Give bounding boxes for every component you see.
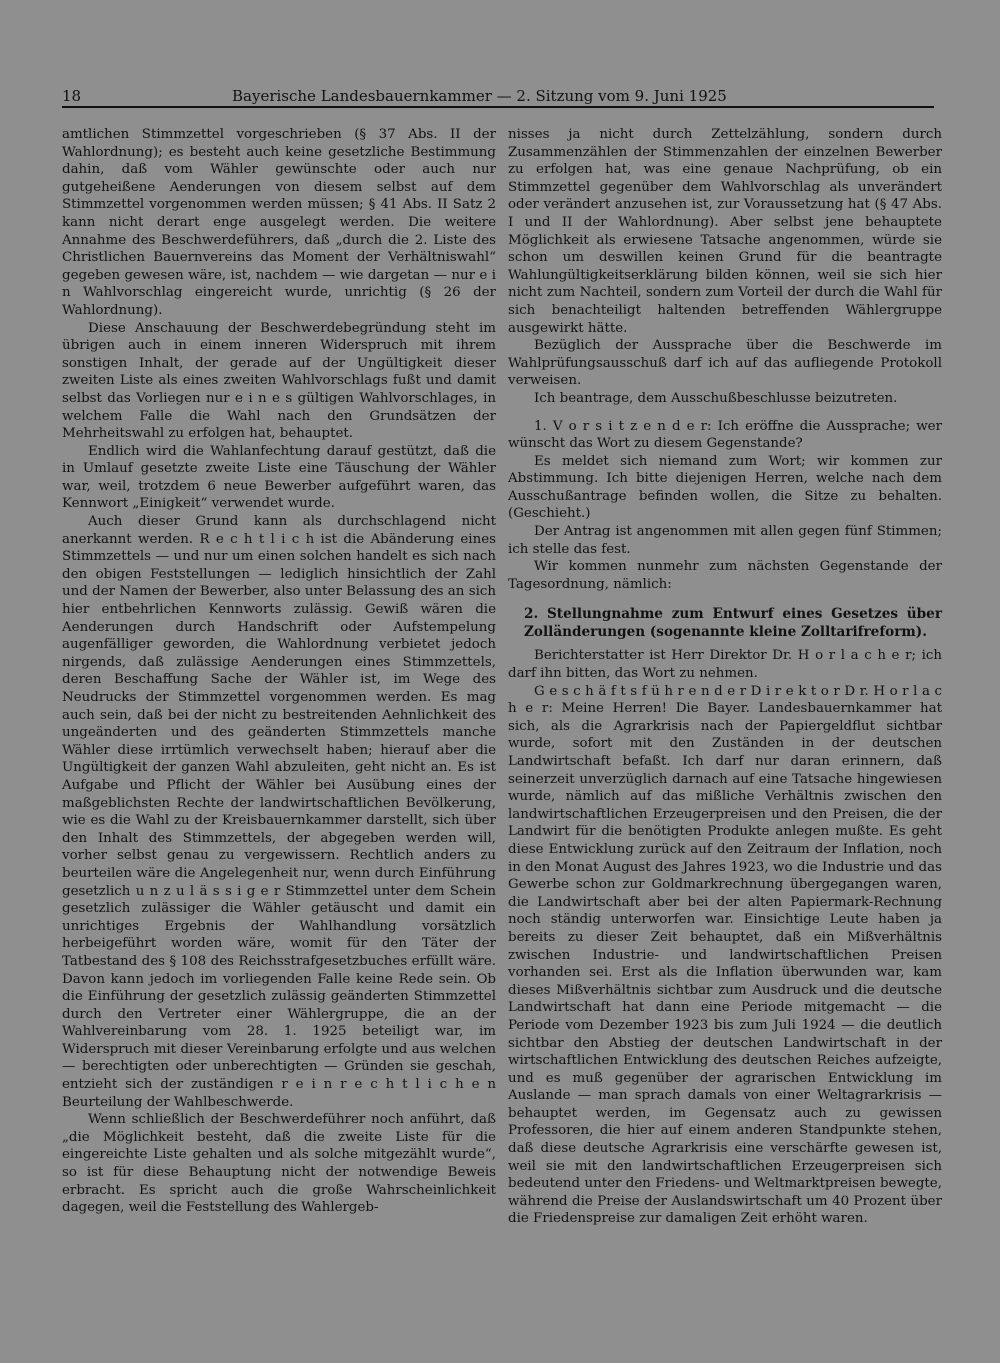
paragraph: amtlichen Stimmzettel vorgeschrieben (§ 37 Abs. II der Wahlordnung); es besteht auch keine gesetzliche Bestimmung dahin, daß vom Wähler gewünschte oder auch nur gutgeheißene Aenderungen von diesem selbst auf dem Stimmzettel vorgenommen werden müssen; § 41 Abs. II Satz 2 kann nicht derart enge ausgelegt werden. Die weitere Annahme des Beschwerdeführers, daß „durch die 2. Liste des Christlichen Bauernvereins das Moment der Verhältniswahl“ gegeben gewesen wäre, ist, nachdem — wie dargetan — nur e i n Wahlvorschlag eingereicht wurde, unrichtig (§ 26 der Wahlordnung).: [62, 127, 496, 318]
paragraph: nisses ja nicht durch Zettelzählung, sondern durch Zusammenzählen der Stimmenzahlen der einzelnen Bewerber zu erfolgen hat, was eine genaue Nachprüfung, ob ein Stimmzettel gegenüber dem Wahlvorschlag als unverändert oder verändert anzusehen ist, zur Voraussetzung hat (§ 47 Abs. I und II der Wahlordnung). Aber selbst jene behauptete Möglichkeit als erwiesene Tatsache angenommen, würde sie schon um deswillen keinen Grund für die beantragte Wahlungültigkeitserklärung bilden können, weil sie sich hier nicht zum Nachteil, sondern zum Vorteil der durch die Wahl für sich benachteiligt haltenden betreffenden Wählergruppe ausgewirkt hätte.: [508, 127, 942, 336]
agenda-item-heading: 2. Stellungnahme zum Entwurf eines Gesetzes über Zolländerungen (sogenannte kleine Zolltarifreform).: [524, 606, 942, 641]
page-number: 18: [62, 87, 82, 105]
speaker-paragraph: G e s c h ä f t s f ü h r e n d e r D i r e k t o r D r. H o r l a c h e r: Meine Herren! Die Bayer. Landesbauernkammer hat sich, als die Agrarkrisis nach der Papiergeldflut sichtbar wurde, sofort mit den Zuständen in der deutschen Landwirtschaft befaßt. Ich darf nur daran erinnern, daß seinerzeit unverzüglich darnach auf eine Tatsache hingewiesen wurde, nämlich auf das mißliche Verhältnis zwischen den landwirtschaftlichen Erzeugerpreisen und den Preisen, die der Landwirt für die benötigten Produkte anlegen mußte. Es geht diese Entwicklung zurück auf den Zeitraum der Inflation, noch in den Monat August des Jahres 1923, wo die Industrie und das Gewerbe schon zur Goldmarkrechnung übergegangen waren, die Landwirtschaft aber bei der alten Papiermark-Rechnung noch ständig unterworfen war. Einsichtige Leute haben ja bereits zu dieser Zeit behauptet, daß ein Mißverhältnis zwischen Industrie- und landwirtschaftlichen Preisen vorhanden sei. Erst als die Inflation überwunden war, kam dieses Mißverhältnis sichtbar zum Ausdruck und die deutsche Landwirtschaft hat dann eine Periode mitgemacht — die Periode vom Dezember 1923 bis zum Juli 1924 — die deutlich sichtbar den Abstieg der deutschen Landwirtschaft in der wirtschaftlichen Entwicklung des deutschen Reiches aufzeigte, und es muß gegenüber der agrarischen Entwicklung im Auslande — man sprach damals von einer Weltagrarkrisis — behauptet werden, im Gegensatz auch zu gewissen Professoren, die hier auf einem anderen Standpunkte stehen, daß diese deutsche Agrarkrisis eine verschärfte gewesen ist, weil sie mit den landwirtschaftlichen Erzeugerpreisen sich bedeutend unter den Friedens- und Weltmarktpreisen bewegte, während die Preise der Auslandswirtschaft um 40 Prozent über die Friedenspreise zur damaligen Zeit erhöht waren.: [508, 683, 942, 1227]
paragraph: Berichterstatter ist Herr Direktor Dr. H o r l a c h e r; ich darf ihn bitten, das Wort zu nehmen.: [508, 648, 942, 682]
paragraph: Ich beantrage, dem Ausschußbeschlusse beizutreten.: [534, 390, 898, 406]
paragraph: Endlich wird die Wahlanfechtung darauf gestützt, daß die in Umlauf gesetzte zweite Liste eine Täuschung der Wähler war, weil, trotzdem 6 neue Bewerber aufgeführt waren, das Kennwort „Einigkeit“ verwendet wurde.: [62, 443, 496, 512]
paragraph: Bezüglich der Aussprache über die Beschwerde im Wahlprüfungsausschuß darf ich auf das aufliegende Protokoll verweisen.: [508, 338, 942, 389]
right-column: [508, 126, 942, 1228]
running-title: Bayerische Landesbauernkammer — 2. Sitzung vom 9. Juni 1925: [232, 87, 727, 105]
page-header: [62, 86, 934, 108]
paragraph: Der Antrag ist angenommen mit allen gegen fünf Stimmen; ich stelle das fest.: [508, 524, 942, 557]
paragraph: Wir kommen nunmehr zum nächsten Gegenstande der Tagesordnung, nämlich:: [508, 559, 942, 592]
paragraph: Diese Anschauung der Beschwerdebegründung steht im übrigen auch in einem inneren Widerspruch mit ihrem sonstigen Inhalt, der gerade auf der Ungültigkeit dieser zweiten Liste als eines zweiten Wahlvorschlags fußt und damit selbst das Vorliegen nur e i n e s gültigen Wahlvorschlages, in welchem Falle die Wahl nach den Grundsätzen der Mehrheitswahl zu erfolgen hat, behauptet.: [62, 320, 496, 442]
chair-statement: 1. V o r s i t z e n d e r: Ich eröffne die Aussprache; wer wünscht das Wort zu diesem Gegenstande?: [508, 418, 942, 452]
paragraph: Wenn schließlich der Beschwerdeführer noch anführt, daß „die Möglichkeit besteht, daß die zweite Liste für die eingereichte Liste gehalten und als solche mitgezählt wurde“, so ist für diese Behauptung nicht der notwendige Beweis erbracht. Es spricht auch die große Wahrscheinlichkeit dagegen, weil die Feststellung des Wahlergeb-: [62, 1112, 496, 1216]
left-column: [62, 126, 496, 1217]
header-rule: [62, 106, 934, 108]
paragraph: Es meldet sich niemand zum Wort; wir kommen zur Abstimmung. Ich bitte diejenigen Herren, welche nach dem Ausschußantrage befinden wollen, die Sitze zu behalten. (Geschieht.): [508, 453, 942, 522]
paragraph: Auch dieser Grund kann als durchschlagend nicht anerkannt werden. R e c h t l i c h ist die Abänderung eines Stimmzettels — und nur um einen solchen handelt es sich nach den obigen Feststellungen — lediglich hinsichtlich der Zahl und der Namen der Bewerber, also unter Belassung des an sich hier entbehrlichen Kennworts zulässig. Gewiß wären die Aenderungen durch Handschrift oder Aufstempelung augenfälliger geworden, die Wahlordnung verbietet jedoch nirgends, daß zulässige Aenderungen eines Stimmzettels, deren Beschaffung Sache der Wähler ist, im Wege des Neudrucks der Stimmzettel vorgenommen werden. Es mag auch sein, daß bei der nicht zu bestreitenden Aehnlichkeit des ungeänderten und des geänderten Stimmzettels manche Wähler diese irrtümlich verwechselt haben; hierauf aber die Ungültigkeit der ganzen Wahl abzuleiten, geht nicht an. Es ist Aufgabe und Pflicht der Wähler bei Ausübung eines der maßgeblichsten Rechte der landwirtschaftlichen Bevölkerung, wie es die Wahl zu der Kreisbauernkammer darstellt, sich über den Inhalt des Stimmzettels, der abgegeben werden will, vorher selbst genau zu vergewissern. Rechtlich anders zu beurteilen wäre die Angelegenheit nur, wenn durch Einführung gesetzlich u n z u l ä s s i g e r Stimmzettel unter dem Schein gesetzlich zulässiger die Wähler getäuscht und damit ein unrichtiges Ergebnis der Wahlhandlung vorsätzlich herbeigeführt worden wäre, womit für den Täter der Tatbestand des § 108 des Reichsstrafgesetzbuches erfüllt wäre. Davon kann jedoch im vorliegenden Falle keine Rede sein. Ob die Einführung der gesetzlich zulässig geänderten Stimmzettel durch den Vertreter einer Wählergruppe, die an der Wahlvereinbarung vom 28. 1. 1925 beteiligt war, im Widerspruch mit dieser Vereinbarung erfolgte und aus welchen — berechtigten oder unberechtigten — Gründen sie geschah, entzieht sich der zuständigen r e i n r e c h t l i c h e n Beurteilung der Wahlbeschwerde.: [62, 514, 496, 1110]
